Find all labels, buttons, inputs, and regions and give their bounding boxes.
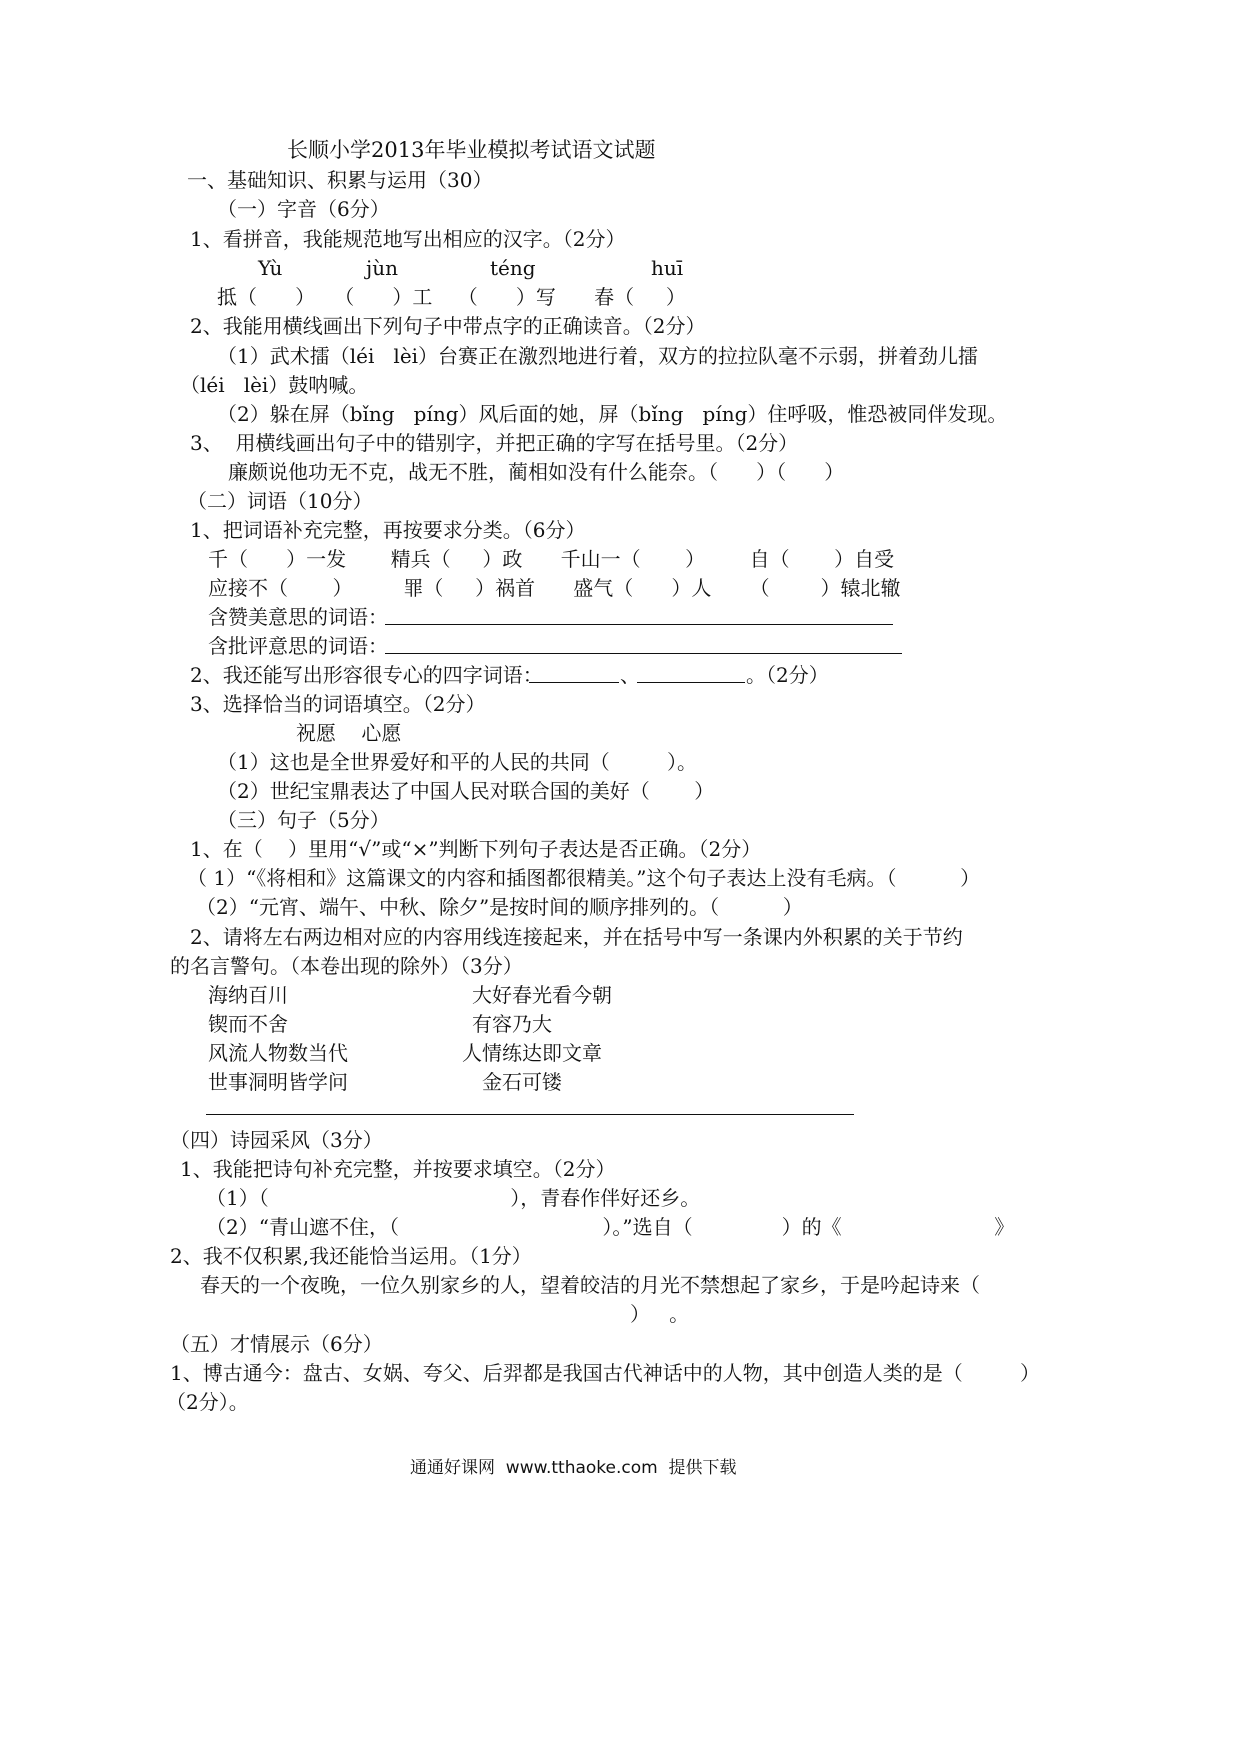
question-text: 2、我能用横线画出下列句子中带点字的正确读音。（2分）: [190, 314, 706, 338]
question-text: 。（2分）: [746, 663, 829, 687]
question-text: ） 。: [630, 1302, 690, 1326]
question-text: 千（ ）一发 精兵（ ）政 千山一（ ） 自（ ）自受: [208, 547, 895, 571]
answer-line[interactable]: [385, 653, 902, 654]
subsection-heading: （一）字音（6分）: [217, 197, 390, 221]
question-text: 含赞美意思的词语：: [208, 605, 388, 629]
question-text: 的名言警句。（本卷出现的除外）（3分）: [170, 954, 523, 978]
question-text: 1、我能把诗句补充完整，并按要求填空。（2分）: [180, 1157, 616, 1181]
question-text: 2、我还能写出形容很专心的四字词语：: [190, 663, 543, 687]
match-right-item: 有容乃大: [472, 1012, 552, 1036]
match-left-item: 世事洞明皆学问: [208, 1070, 348, 1094]
subsection-heading: （五）才情展示（6分）: [170, 1332, 383, 1356]
match-right-item: 大好春光看今朝: [472, 983, 612, 1007]
question-text: （2）“元宵、端午、中秋、除夕”是按时间的顺序排列的。（ ）: [196, 895, 803, 919]
footer-text: 通通好课网 www.tthaoke.com 提供下载: [410, 1458, 737, 1478]
answer-line[interactable]: [206, 1114, 854, 1115]
question-text: 3、选择恰当的词语填空。（2分）: [190, 692, 486, 716]
question-text: 廉颇说他功无不克，战无不胜，蔺相如没有什么能奈。（ ）（ ）: [228, 460, 845, 484]
question-text: 、: [620, 663, 640, 687]
question-text: 1、把词语补充完整，再按要求分类。（6分）: [190, 518, 586, 542]
match-right-item: 金石可镂: [482, 1070, 562, 1094]
subsection-heading: （三）句子（5分）: [217, 808, 390, 832]
question-text: 3、 用横线画出句子中的错别字，并把正确的字写在括号里。（2分）: [190, 431, 799, 455]
question-text: 春天的一个夜晚，一位久别家乡的人，望着皎洁的月光不禁想起了家乡，于是吟起诗来（: [200, 1273, 980, 1297]
section-heading: 一、基础知识、积累与运用（30）: [187, 168, 493, 192]
question-text: （2）躲在屏（bǐng píng）风后面的她，屏（bǐng píng）住呼吸，惟恐被同伴发现。: [217, 402, 1008, 426]
match-left-item: 锲而不舍: [208, 1012, 288, 1036]
question-text: 1、在（ ）里用“√”或“×”判断下列句子表达是否正确。（2分）: [190, 837, 762, 861]
subsection-heading: （二）词语（10分）: [187, 489, 373, 513]
question-text: 应接不（ ） 罪（ ）祸首 盛气（ ）人 （ ）辕北辙: [208, 576, 901, 600]
question-text: （2分）。: [166, 1390, 249, 1414]
question-text: 抵（ ） （ ）工 （ ）写 春（ ）: [217, 285, 686, 309]
question-text: （2）“青山遮不住，（ ）。”选自（ ）的《 》: [206, 1215, 1015, 1239]
question-text: （ 1）“《将相和》这篇课文的内容和插图都很精美。”这个句子表达上没有毛病。（ ）: [187, 866, 981, 890]
pinyin-label: huī: [651, 256, 684, 280]
match-left-item: 风流人物数当代: [208, 1041, 348, 1065]
question-text: （léi lèi）鼓呐喊。: [180, 373, 369, 397]
answer-line[interactable]: [637, 682, 745, 683]
answer-line[interactable]: [385, 624, 893, 625]
question-text: 2、我不仅积累,我还能恰当运用。（1分）: [170, 1244, 532, 1268]
question-text: 2、请将左右两边相对应的内容用线连接起来，并在括号中写一条课内外积累的关于节约: [190, 925, 963, 949]
question-text: 含批评意思的词语：: [208, 634, 388, 658]
question-text: （1）武术擂（léi lèi）台赛正在激烈地进行着，双方的拉拉队毫不示弱，拼着劲儿擂: [217, 344, 979, 368]
question-text: （2）世纪宝鼎表达了中国人民对联合国的美好（ ）: [217, 779, 715, 803]
pinyin-label: jùn: [366, 256, 398, 280]
match-right-item: 人情练达即文章: [462, 1041, 602, 1065]
question-text: （1）（ ），青春作伴好还乡。: [206, 1186, 701, 1210]
question-text: 1、看拼音，我能规范地写出相应的汉字。（2分）: [190, 227, 626, 251]
answer-line[interactable]: [529, 682, 619, 683]
match-left-item: 海纳百川: [208, 983, 288, 1007]
page-title: 长顺小学2013年毕业模拟考试语文试题: [287, 138, 656, 162]
question-text: （1）这也是全世界爱好和平的人民的共同（ ）。: [217, 750, 697, 774]
question-text: 1、博古通今：盘古、女娲、夸父、后羿都是我国古代神话中的人物，其中创造人类的是（ ）: [170, 1361, 1040, 1385]
subsection-heading: （四）诗园采风（3分）: [170, 1128, 383, 1152]
pinyin-label: Yù: [258, 256, 283, 280]
word-choices: 祝愿 心愿: [296, 721, 402, 745]
pinyin-label: téng: [490, 256, 536, 280]
